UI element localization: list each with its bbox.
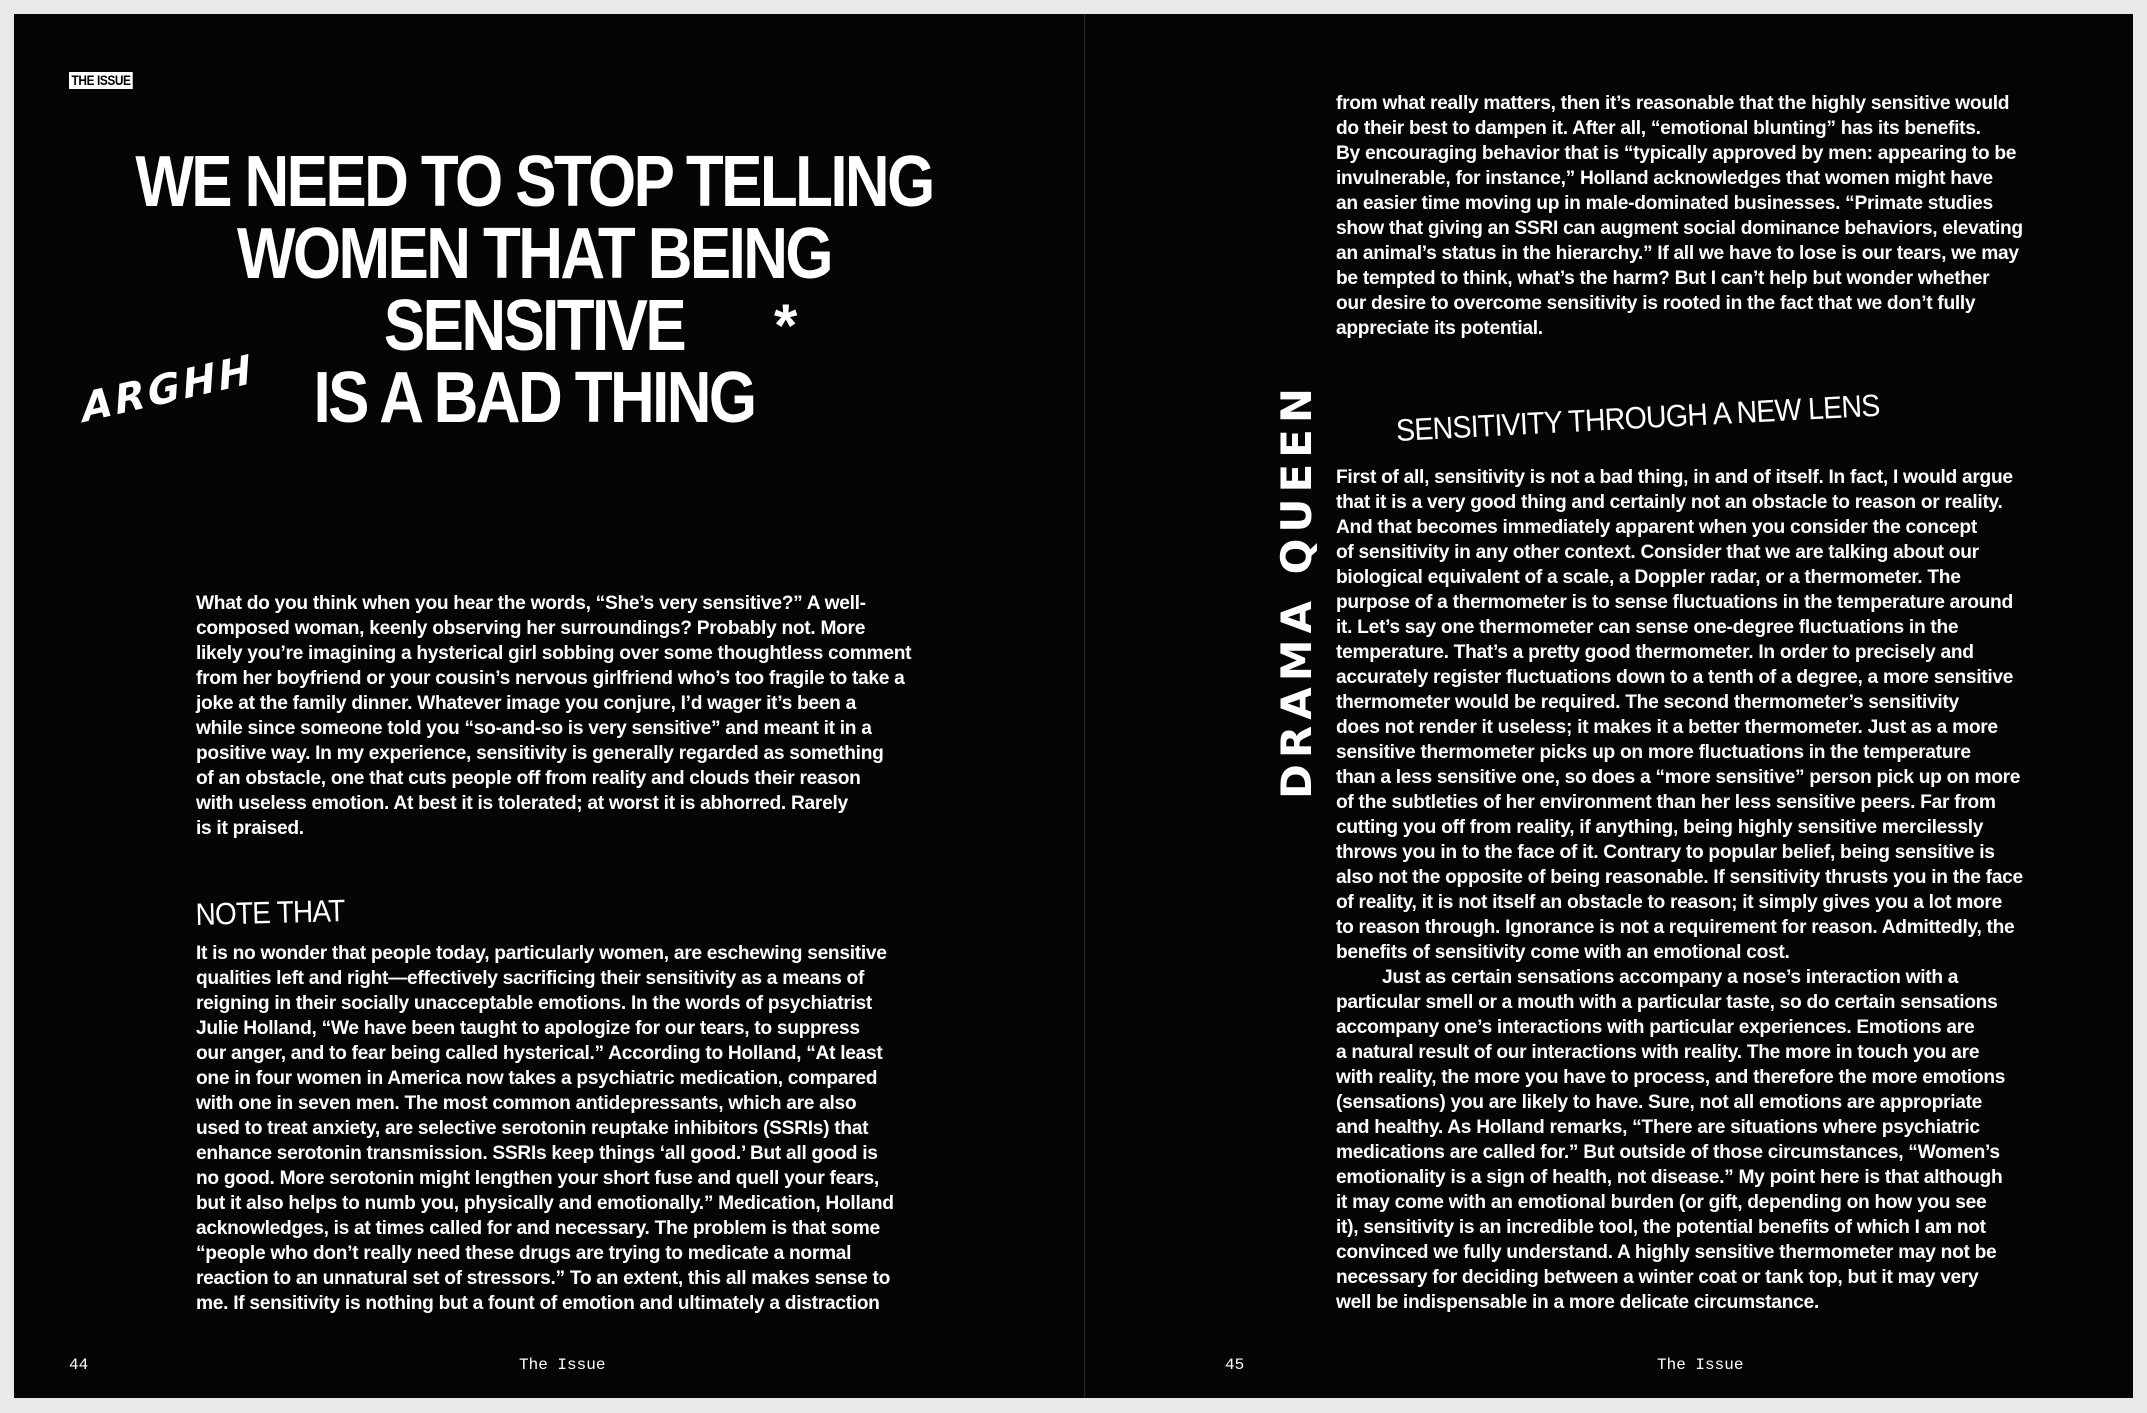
magazine-spread [14, 14, 2133, 1398]
headline-line-1: WE NEED TO STOP TELLING [135, 142, 933, 222]
subhead-note-that: NOTE THAT [195, 893, 345, 932]
section-tag: THE ISSUE [69, 72, 133, 89]
continued-paragraph: from what really matters, then it’s reasonable that the highly sensitive would do their best to dampen it. After all, “emotional blunting” has its benefits. By encouraging behavior that is “typically approved by men: appearing to be invulnerable, for instance,” Holland acknowledges that women might have an easier time moving up in male-dominated businesses. “Primate studies show that giving an SSRI can augment social dominance behaviors, elevating an animal’s status in the hierarchy.” If all we have to lose is our tears, we may be tempted to think, what’s the harm? But I can’t help but wonder whether our desire to overcome sensitivity is rooted in the fact that we don’t fully appreciate its potential. [1336, 93, 2023, 339]
page-number-right: 45 [1225, 1356, 1245, 1374]
handwritten-arghh: ARGHH [79, 346, 257, 432]
asterisk-mark: * [774, 292, 798, 359]
lens-section [1336, 465, 2126, 1315]
right-page [1086, 14, 2133, 1398]
running-footer-left: The Issue [519, 1356, 606, 1374]
headline-line-2: WOMEN THAT BEING SENSITIVE [237, 214, 831, 366]
intro-paragraph: What do you think when you hear the words, “She’s very sensitive?” A well- composed woman, keenly observing her surroundings? Probably not. More likely you’re imagining a hysterical girl sobbing over some thoughtless comment from her boyfriend or your cousin’s nervous girlfriend who’s too fragile to take a joke at the family dinner. Whatever image you conjure, I’d wager it’s been a while since someone told you “so-and-so is very sensitive” and meant it in a positive way. In my experience, sensitivity is generally regarded as something of an obstacle, one that cuts people off from reality and clouds their reason with useless emotion. At best it is tolerated; at worst it is abhorred. Rarely is it praised. [196, 593, 912, 839]
handwritten-drama-queen: DRAMA QUEEN [1272, 382, 1321, 799]
headline-line-3: IS A BAD THING [313, 358, 755, 438]
running-footer-right: The Issue [1657, 1356, 1744, 1374]
lens-paragraph-1: First of all, sensitivity is not a bad thing, in and of itself. In fact, I would argue that it is a very good thing and certainly not an obstacle to reason or reality. And that becomes immediately apparent when you consider the concept of sensitivity in any other context. Consider that we are talking about our biological equivalent of a scale, a Doppler radar, or a thermometer. The purpose of a thermometer is to sense fluctuations in the temperature around it. Let’s say one thermometer can sense one-degree fluctuations in the temperature. That’s a pretty good thermometer. In order to precisely and accurately register fluctuations down to a tenth of a degree, a more sensitive thermometer would be required. The second thermometer’s sensitivity does not render it useless; it makes it a better thermometer. Just as a more sensitive thermometer picks up on more fluctuations in the temperature than a less sensitive one, so does a “more sensitive” person pick up on more of the subtleties of her environment than her less sensitive peers. Far from cutting you off from reality, if anything, being highly sensitive mercilessly throws you in to the face of it. Contrary to popular belief, being sensitive is also not the opposite of being reasonable. If sensitivity thrusts you in the face of reality, it is not itself an obstacle to reason; it simply gives you a lot more to reason through. Ignorance is not a requirement for reason. Admittedly, the benefits of sensitivity come with an emotional cost. [1336, 467, 2023, 963]
left-page [14, 14, 1084, 1398]
subhead-new-lens: SENSITIVITY THROUGH A NEW LENS [1395, 387, 1881, 448]
page-number-left: 44 [69, 1356, 89, 1374]
lens-paragraph-2 [1336, 965, 2126, 1315]
lens-paragraph-2-text: Just as certain sensations accompany a nose’s interaction with a particular smell or a mouth with a particular taste, so do certain sensations accompany one’s interactions with particular experiences. Emotions are a natural result of our interactions with reality. The more in touch you are with reality, the more you have to process, and therefore the more emotions (sensations) you are likely to have. Sure, not all emotions are appropriate and healthy. As Holland remarks, “There are situations where psychiatric medications are called for.” But outside of those circumstances, “Women’s emotionality is a sign of health, not disease.” My point here is that although it may come with an emotional burden (or gift, depending on how you see it), sensitivity is an incredible tool, the potential benefits of which I am not convinced we fully understand. A highly sensitive thermometer may not be necessary for deciding between a winter coat or tank top, but it may very well be indispensable in a more delicate circumstance. [1336, 967, 2006, 1313]
note-paragraph: It is no wonder that people today, particularly women, are eschewing sensitive qualities left and right—effectively sacrificing their sensitivity as a means of reigning in their socially unacceptable emotions. In the words of psychiatrist Julie Holland, “We have been taught to apologize for our tears, to suppress our anger, and to fear being called hysterical.” According to Holland, “At least one in four women in America now takes a psychiatric medication, compared with one in seven men. The most common antidepressants, which are also used to treat anxiety, are selective serotonin reuptake inhibitors (SSRIs) that enhance serotonin transmission. SSRIs keep things ‘all good.’ But all good is no good. More serotonin might lengthen your short fuse and quell your fears, but it also helps to numb you, physically and emotionally.” Medication, Holland acknowledges, is at times called for and necessary. The problem is that some “people who don’t really need these drugs are trying to medicate a normal reaction to an unnatural set of stressors.” To an extent, this all makes sense to me. If sensitivity is nothing but a fount of emotion and ultimately a distraction [196, 943, 894, 1314]
